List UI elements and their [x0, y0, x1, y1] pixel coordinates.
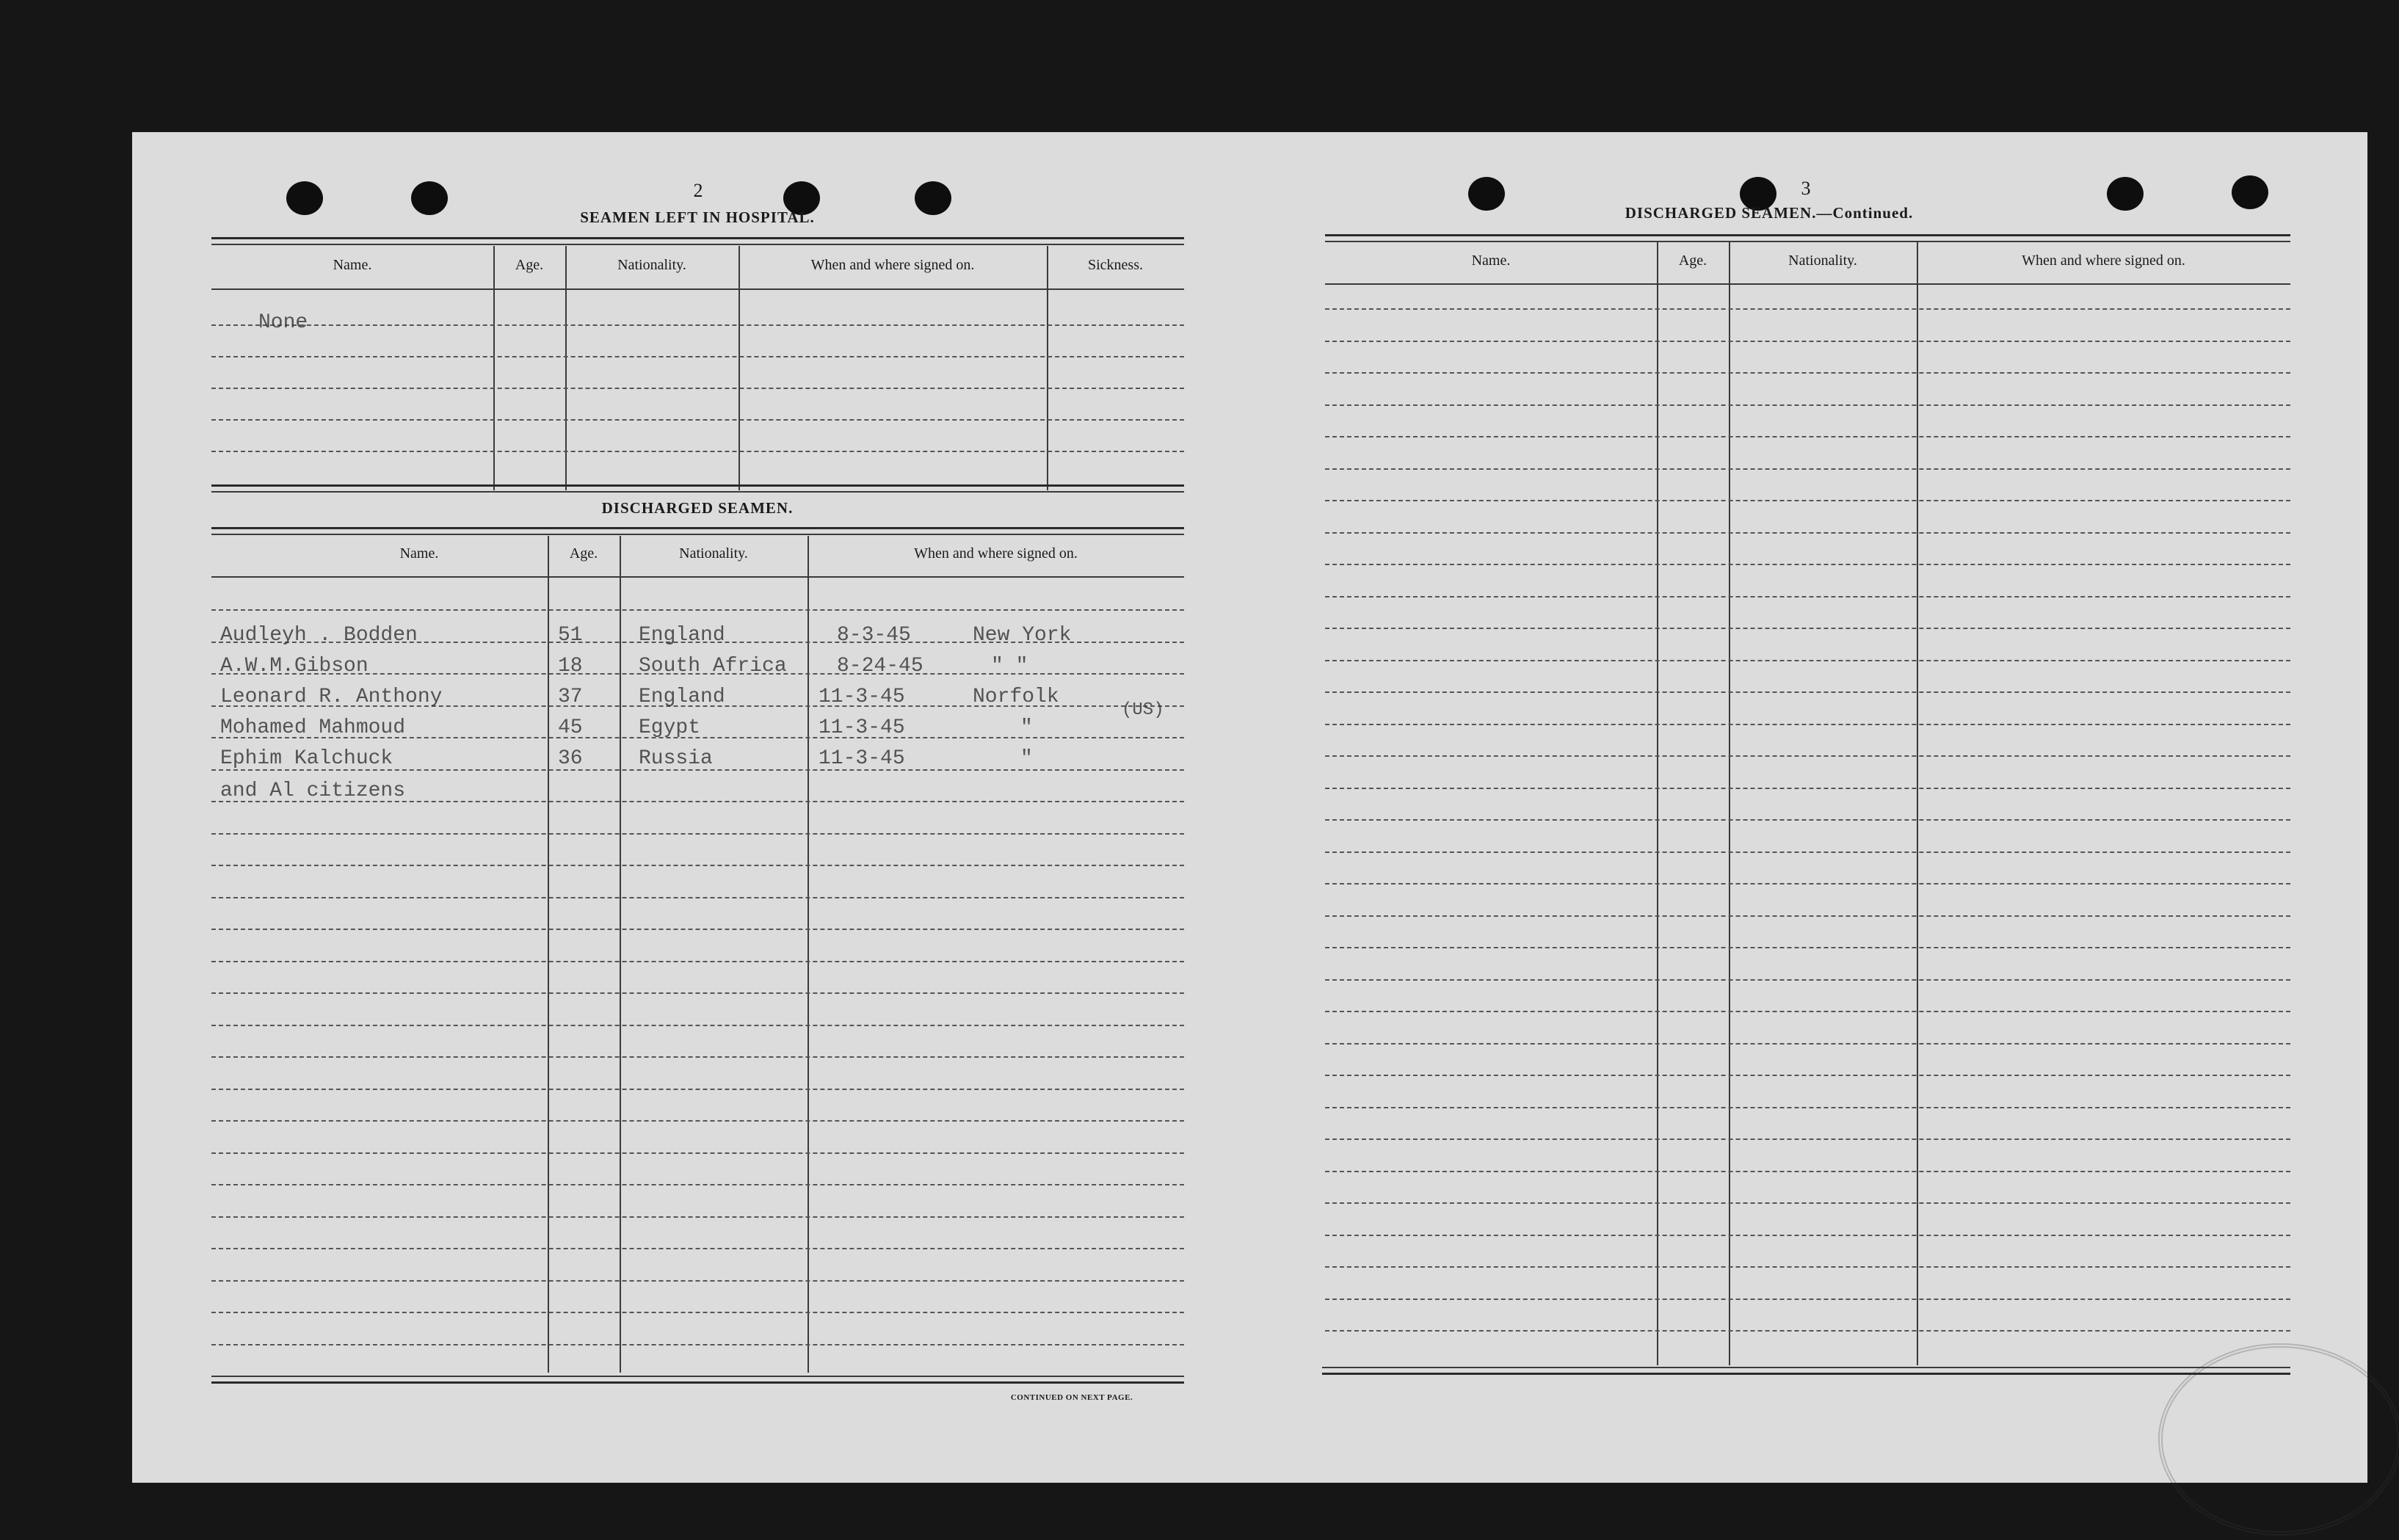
column-divider	[807, 536, 809, 1373]
dotted-line	[211, 897, 1184, 898]
rule	[1322, 1367, 2290, 1368]
seaman-nationality: England	[639, 624, 725, 647]
rule	[211, 576, 1184, 578]
dotted-line	[211, 865, 1184, 866]
dotted-line	[1325, 1107, 2290, 1108]
ledger-sheet	[132, 132, 2367, 1483]
discharged-header-age: Age.	[569, 545, 598, 562]
hospital-header-signed-on: When and where signed on.	[810, 257, 975, 273]
dotted-line	[1325, 755, 2290, 757]
dotted-line	[1325, 372, 2290, 374]
hospital-header-name: Name.	[333, 257, 372, 273]
seaman-name: and Al citizens	[220, 780, 406, 802]
seaman-date: 8-24-45	[837, 655, 923, 678]
right-section-title: DISCHARGED SEAMEN.—Continued.	[1625, 204, 1914, 222]
right-header-signed-on: When and where signed on.	[2022, 253, 2185, 269]
dotted-line	[211, 451, 1184, 452]
dotted-line	[1325, 915, 2290, 917]
punch-hole	[915, 181, 951, 215]
rule	[211, 1381, 1184, 1384]
dotted-line	[211, 1248, 1184, 1249]
dotted-line	[1325, 819, 2290, 821]
seaman-date: 11-3-45	[819, 716, 905, 739]
seaman-place: New York	[973, 624, 1072, 647]
dotted-line	[1325, 500, 2290, 501]
dotted-line	[1325, 947, 2290, 948]
column-divider	[1729, 242, 1730, 1365]
dotted-line	[1325, 596, 2290, 598]
rule	[211, 237, 1184, 239]
dotted-line	[211, 1120, 1184, 1122]
seaman-name: Ephim Kalchuck	[220, 747, 393, 770]
seaman-date: 11-3-45	[819, 686, 905, 708]
dotted-line	[211, 1184, 1184, 1185]
seaman-age: 36	[558, 747, 583, 770]
column-divider	[738, 246, 740, 490]
dotted-line	[1325, 628, 2290, 629]
dotted-line	[1325, 724, 2290, 725]
dotted-line	[211, 1312, 1184, 1313]
rule	[211, 484, 1184, 487]
rule	[211, 534, 1184, 535]
dotted-line	[211, 324, 1184, 326]
dotted-line	[1325, 883, 2290, 885]
hospital-header-age: Age.	[515, 257, 544, 273]
seaman-place: " "	[991, 655, 1028, 678]
dotted-line	[1325, 691, 2290, 693]
dotted-line	[1325, 1266, 2290, 1268]
hospital-header-sickness: Sickness.	[1088, 257, 1143, 273]
dotted-line	[211, 1025, 1184, 1026]
hospital-header-nationality: Nationality.	[617, 257, 686, 273]
dotted-line	[211, 1216, 1184, 1218]
seaman-nationality: Egypt	[639, 716, 701, 739]
discharged-header-name: Name.	[399, 545, 439, 562]
dotted-line	[1325, 404, 2290, 406]
page-number-left: 2	[693, 180, 703, 201]
dotted-line	[211, 961, 1184, 962]
dotted-line	[211, 1056, 1184, 1058]
dotted-line	[1325, 1043, 2290, 1045]
seaman-date: 11-3-45	[819, 747, 905, 770]
seaman-age: 18	[558, 655, 583, 678]
dotted-line	[1325, 308, 2290, 310]
dotted-line	[1325, 564, 2290, 565]
seaman-age: 45	[558, 716, 583, 739]
seaman-name: A.W.M.Gibson	[220, 655, 369, 678]
punch-hole	[286, 181, 323, 215]
dotted-line	[1325, 468, 2290, 470]
column-divider	[1047, 246, 1048, 490]
right-header-nationality: Nationality.	[1788, 253, 1857, 269]
dotted-line	[211, 1344, 1184, 1345]
discharged-header-signed-on: When and where signed on.	[914, 545, 1078, 562]
dotted-line	[1325, 1138, 2290, 1140]
dotted-line	[1325, 1235, 2290, 1236]
seaman-age: 37	[558, 686, 583, 708]
dotted-line	[211, 609, 1184, 611]
dotted-line	[1325, 1171, 2290, 1172]
dotted-line	[211, 1089, 1184, 1090]
discharged-section-title: DISCHARGED SEAMEN.	[601, 499, 794, 517]
dotted-line	[1325, 1202, 2290, 1204]
dotted-line	[211, 356, 1184, 357]
dotted-line	[1325, 436, 2290, 437]
seaman-name: Mohamed Mahmoud	[220, 716, 406, 739]
dotted-line	[211, 929, 1184, 930]
punch-hole	[2107, 177, 2144, 211]
column-divider	[1657, 242, 1658, 1365]
dotted-line	[211, 992, 1184, 994]
column-divider	[493, 246, 495, 490]
seaman-place: Norfolk	[973, 686, 1059, 708]
margin-note: (US)	[1122, 700, 1164, 720]
dotted-line	[211, 388, 1184, 389]
rule	[211, 244, 1184, 245]
rule	[1325, 241, 2290, 242]
dotted-line	[211, 1152, 1184, 1154]
rule	[211, 288, 1184, 290]
column-divider	[1917, 242, 1918, 1365]
rule	[1322, 1373, 2290, 1375]
rule	[211, 491, 1184, 493]
hospital-entry: None	[258, 311, 308, 334]
seaman-nationality: England	[639, 686, 725, 708]
dotted-line	[211, 833, 1184, 835]
punch-hole	[1468, 177, 1505, 211]
dotted-line	[1325, 851, 2290, 853]
seaman-nationality: South Africa	[639, 655, 787, 678]
right-header-age: Age.	[1678, 253, 1707, 269]
dotted-line	[1325, 1075, 2290, 1076]
faded-stamp	[2158, 1343, 2399, 1536]
dotted-line	[1325, 660, 2290, 661]
rule	[211, 527, 1184, 529]
seaman-date: 8-3-45	[837, 624, 911, 647]
seaman-age: 51	[558, 624, 583, 647]
rule	[1325, 283, 2290, 285]
seaman-nationality: Russia	[639, 747, 713, 770]
seaman-place: "	[1020, 716, 1033, 739]
column-divider	[565, 246, 567, 490]
seaman-place: "	[1020, 747, 1033, 770]
right-header-name: Name.	[1471, 253, 1511, 269]
dotted-line	[1325, 1011, 2290, 1012]
dotted-line	[1325, 1299, 2290, 1300]
rule	[1325, 234, 2290, 236]
rule	[211, 1376, 1184, 1377]
punch-hole	[411, 181, 448, 215]
column-divider	[548, 536, 549, 1373]
column-divider	[620, 536, 621, 1373]
punch-hole	[2232, 175, 2268, 209]
discharged-header-nationality: Nationality.	[679, 545, 748, 562]
continued-note: CONTINUED ON NEXT PAGE.	[1010, 1393, 1133, 1402]
dotted-line	[1325, 788, 2290, 789]
dotted-line	[1325, 979, 2290, 981]
seaman-name: Leonard R. Anthony	[220, 686, 443, 708]
dotted-line	[1325, 1330, 2290, 1332]
dotted-line	[1325, 532, 2290, 534]
dotted-line	[211, 419, 1184, 421]
dotted-line	[1325, 341, 2290, 342]
hospital-section-title: SEAMEN LEFT IN HOSPITAL.	[580, 208, 815, 226]
seaman-name: Audleyh . Bodden	[220, 624, 418, 647]
dotted-line	[211, 1280, 1184, 1282]
page-number-right: 3	[1801, 178, 1811, 199]
